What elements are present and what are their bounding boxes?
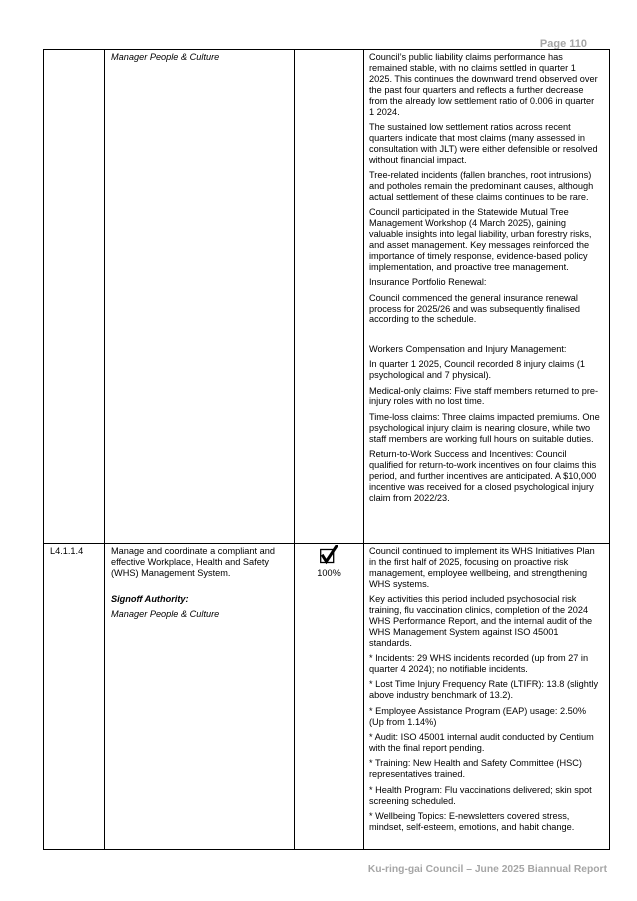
- comment-paragraph: Return-to-Work Success and Incentives: Council qualified for return-to-work incentives on four claims this period, and further incentives are anticipated. A $10,000 incentive was received for a closed psychological injury claim from 2022/23.: [369, 449, 597, 503]
- signoff-person: Manager People & Culture: [111, 52, 220, 62]
- action-code: L4.1.1.4: [50, 546, 84, 556]
- comment-paragraph: Key activities this period included psychosocial risk training, flu vaccination clinics, completion of the 2024 WHS Performance Report, and the internal audit of the WHS Management System against ISO 45001 standards.: [369, 594, 593, 648]
- page-number: Page 110: [539, 38, 587, 50]
- action-cell: [105, 50, 295, 544]
- comment-paragraph: Time-loss claims: Three claims impacted premiums. One psychological injury claim is nearing closure, while two staff members are working full hours on suitable duties.: [369, 411, 600, 444]
- action-report-table: [43, 49, 610, 850]
- completion-percent: 100%: [317, 568, 341, 578]
- comment-paragraph: Council continued to implement its WHS Initiatives Plan in the first half of 2025, focusing on proactive risk management, employee wellbeing, and strengthening WHS systems.: [369, 546, 595, 589]
- comment-heading: Insurance Portfolio Renewal:: [369, 277, 487, 288]
- comment-bullet: * Wellbeing Topics: E-newsletters covered stress, mindset, self-esteem, emotions, and habit change.: [369, 811, 575, 832]
- status-cell: [295, 544, 364, 850]
- comment-bullet: * Incidents: 29 WHS incidents recorded (up from 27 in quarter 4 2024); no notifiable incidents.: [369, 653, 589, 675]
- comment-bullet: * Training: New Health and Safety Committee (HSC) representatives trained.: [369, 758, 582, 780]
- comments-cell: [364, 50, 610, 544]
- code-cell: [44, 50, 105, 544]
- comment-paragraph: Council participated in the Statewide Mutual Tree Management Workshop (4 March 2025), gaining valuable insights into legal liability, urban forestry risks, and asset management. Key messages reinforced the importance of timely response, evidence-based policy implementation, and proactive tree management.: [369, 207, 592, 272]
- report-footer: Ku-ring-gai Council – June 2025 Biannual Report: [367, 864, 607, 875]
- comment-paragraph: In quarter 1 2025, Council recorded 8 injury claims (1 psychological and 7 physical).: [369, 359, 586, 381]
- completed-check-icon: [295, 545, 363, 565]
- comment-bullet: * Employee Assistance Program (EAP) usage: 2.50% (Up from 1.14%): [369, 705, 587, 727]
- action-cell: [105, 544, 295, 850]
- comment-bullet: * Health Program: Flu vaccinations delivered; skin spot screening scheduled.: [369, 784, 592, 806]
- comment-paragraph: Council commenced the general insurance renewal process for 2025/26 and was subsequently finalised according to the schedule.: [369, 292, 580, 325]
- comment-bullet: * Audit: ISO 45001 internal audit conducted by Centium with the final report pending.: [369, 732, 594, 753]
- comment-paragraph: Council’s public liability claims performance has remained stable, with no claims settled in quarter 1 2025. This continues the downward trend observed over the past four quarters and reflects a further decrease from the already low settlement ratio of 0.006 in quarter 1 2024.: [369, 52, 598, 117]
- comment-paragraph: Medical-only claims: Five staff members returned to pre-injury roles with no lost time.: [369, 385, 599, 407]
- comments-cell: [364, 544, 610, 850]
- comment-paragraph: The sustained low settlement ratios across recent quarters indicate that most claims (many assessed in consultation with JLT) were either defensible or resolved without financial impact.: [369, 121, 598, 165]
- table-row: [44, 544, 610, 850]
- comment-bullet: * Lost Time Injury Frequency Rate (LTIFR): 13.8 (slightly above industry benchmark of 13.2).: [369, 679, 599, 701]
- comment-paragraph: Tree-related incidents (fallen branches, root intrusions) and potholes remain the predominant causes, although actual settlement of these claims continues to be rare.: [369, 170, 594, 202]
- table-row: [44, 50, 610, 544]
- action-description: Manage and coordinate a compliant and effective Workplace, Health and Safety (WHS) Management System.: [111, 546, 275, 578]
- comment-heading: Workers Compensation and Injury Management:: [369, 343, 567, 354]
- status-cell: [295, 50, 364, 544]
- signoff-label: Signoff Authority:: [111, 593, 189, 604]
- code-cell: [44, 544, 105, 850]
- signoff-person: Manager People & Culture: [111, 608, 220, 619]
